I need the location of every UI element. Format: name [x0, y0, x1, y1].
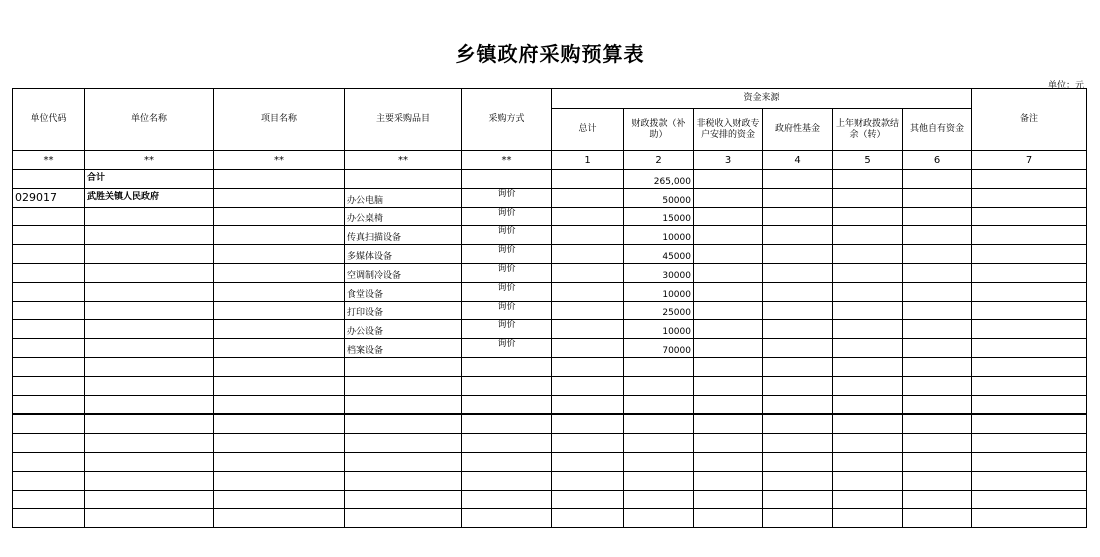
carryover-cell — [833, 339, 903, 358]
unit-code-cell — [13, 471, 85, 490]
other-cell — [903, 188, 972, 207]
unit-name-cell — [85, 434, 214, 453]
gov-fund-cell — [763, 245, 833, 264]
other-cell — [903, 339, 972, 358]
method-cell: 询价 — [462, 282, 552, 301]
carryover-cell — [833, 471, 903, 490]
carryover-cell — [833, 320, 903, 339]
gov-fund-cell — [763, 414, 833, 433]
table-row — [13, 188, 1087, 207]
method-cell — [462, 509, 552, 528]
remark-cell — [972, 471, 1087, 490]
table-row — [13, 282, 1087, 301]
carryover-cell — [833, 188, 903, 207]
item-cell: 档案设备 — [345, 339, 462, 358]
unit-name-cell — [85, 471, 214, 490]
header-other: 其他自有资金 — [903, 109, 972, 151]
unit-name-cell — [85, 490, 214, 509]
non-tax-cell — [694, 376, 763, 395]
total-cell — [552, 170, 624, 189]
index-cell: ** — [85, 151, 214, 170]
unit-code-cell — [13, 509, 85, 528]
carryover-cell — [833, 245, 903, 264]
total-cell — [552, 509, 624, 528]
non-tax-cell — [694, 207, 763, 226]
carryover-cell — [833, 376, 903, 395]
carryover-cell — [833, 452, 903, 471]
carryover-cell — [833, 263, 903, 282]
carryover-cell — [833, 395, 903, 414]
table-row — [13, 339, 1087, 358]
non-tax-cell — [694, 414, 763, 433]
item-cell: 办公电脑 — [345, 188, 462, 207]
unit-name-cell — [85, 509, 214, 528]
index-cell: 5 — [833, 151, 903, 170]
item-cell — [345, 414, 462, 433]
remark-cell — [972, 509, 1087, 528]
header-unit-code: 单位代码 — [13, 89, 85, 151]
item-cell — [345, 395, 462, 414]
item-cell: 多媒体设备 — [345, 245, 462, 264]
unit-code-cell — [13, 320, 85, 339]
index-row — [13, 151, 1087, 170]
fiscal-amount-cell: 10000 — [624, 282, 694, 301]
remark-cell — [972, 245, 1087, 264]
carryover-cell — [833, 282, 903, 301]
non-tax-cell — [694, 357, 763, 376]
remark-cell — [972, 339, 1087, 358]
index-cell: 2 — [624, 151, 694, 170]
unit-name-cell — [85, 414, 214, 433]
other-cell — [903, 490, 972, 509]
non-tax-cell — [694, 245, 763, 264]
total-cell — [552, 395, 624, 414]
fiscal-amount-cell: 265,000 — [624, 170, 694, 189]
method-cell: 询价 — [462, 339, 552, 358]
unit-code-cell — [13, 357, 85, 376]
other-cell — [903, 452, 972, 471]
table-row — [13, 490, 1087, 509]
project-name-cell — [214, 245, 345, 264]
project-name-cell — [214, 452, 345, 471]
project-name-cell — [214, 226, 345, 245]
unit-code-cell — [13, 452, 85, 471]
gov-fund-cell — [763, 471, 833, 490]
total-cell — [552, 320, 624, 339]
total-cell — [552, 490, 624, 509]
header-fund-source: 资金来源 — [552, 89, 972, 109]
non-tax-cell — [694, 282, 763, 301]
non-tax-cell — [694, 170, 763, 189]
header-total: 总计 — [552, 109, 624, 151]
carryover-cell — [833, 226, 903, 245]
total-cell — [552, 434, 624, 453]
unit-code-cell — [13, 263, 85, 282]
item-cell: 办公桌椅 — [345, 207, 462, 226]
remark-cell — [972, 207, 1087, 226]
unit-label: 单位：元 — [1047, 81, 1084, 91]
remark-cell — [972, 320, 1087, 339]
unit-code-cell: 029017 — [13, 188, 85, 207]
non-tax-cell — [694, 509, 763, 528]
table-row — [13, 245, 1087, 264]
non-tax-cell — [694, 226, 763, 245]
fiscal-amount-cell: 50000 — [624, 188, 694, 207]
project-name-cell — [214, 395, 345, 414]
remark-cell — [972, 395, 1087, 414]
total-cell — [552, 188, 624, 207]
unit-code-cell — [13, 395, 85, 414]
unit-name-cell — [85, 207, 214, 226]
project-name-cell — [214, 471, 345, 490]
method-cell — [462, 452, 552, 471]
total-cell — [552, 263, 624, 282]
gov-fund-cell — [763, 339, 833, 358]
non-tax-cell — [694, 263, 763, 282]
remark-cell — [972, 434, 1087, 453]
total-cell — [552, 301, 624, 320]
index-cell: 1 — [552, 151, 624, 170]
fiscal-amount-cell: 25000 — [624, 301, 694, 320]
table-row — [13, 452, 1087, 471]
other-cell — [903, 320, 972, 339]
item-cell — [345, 471, 462, 490]
remark-cell — [972, 282, 1087, 301]
item-cell — [345, 357, 462, 376]
total-cell — [552, 282, 624, 301]
item-cell: 传真扫描设备 — [345, 226, 462, 245]
carryover-cell — [833, 490, 903, 509]
method-cell — [462, 395, 552, 414]
total-cell — [552, 376, 624, 395]
header-carryover: 上年财政拨款结余（转） — [833, 109, 903, 151]
other-cell — [903, 471, 972, 490]
carryover-cell — [833, 509, 903, 528]
unit-name-cell — [85, 376, 214, 395]
project-name-cell — [214, 320, 345, 339]
unit-name-cell — [85, 301, 214, 320]
unit-code-cell — [13, 376, 85, 395]
index-cell: 6 — [903, 151, 972, 170]
method-cell: 询价 — [462, 320, 552, 339]
fiscal-amount-cell — [624, 376, 694, 395]
fiscal-amount-cell — [624, 395, 694, 414]
remark-cell — [972, 301, 1087, 320]
item-cell: 打印设备 — [345, 301, 462, 320]
other-cell — [903, 263, 972, 282]
gov-fund-cell — [763, 434, 833, 453]
project-name-cell — [214, 301, 345, 320]
unit-name-cell — [85, 282, 214, 301]
method-cell: 询价 — [462, 245, 552, 264]
non-tax-cell — [694, 188, 763, 207]
remark-cell — [972, 263, 1087, 282]
project-name-cell — [214, 282, 345, 301]
gov-fund-cell — [763, 509, 833, 528]
unit-code-cell — [13, 339, 85, 358]
total-cell — [552, 245, 624, 264]
other-cell — [903, 509, 972, 528]
project-name-cell — [214, 357, 345, 376]
index-cell: 3 — [694, 151, 763, 170]
fiscal-amount-cell — [624, 434, 694, 453]
remark-cell — [972, 490, 1087, 509]
gov-fund-cell — [763, 376, 833, 395]
non-tax-cell — [694, 301, 763, 320]
project-name-cell — [214, 490, 345, 509]
gov-fund-cell — [763, 170, 833, 189]
total-cell — [552, 357, 624, 376]
remark-cell — [972, 170, 1087, 189]
item-cell: 办公设备 — [345, 320, 462, 339]
non-tax-cell — [694, 320, 763, 339]
index-cell: ** — [462, 151, 552, 170]
carryover-cell — [833, 414, 903, 433]
other-cell — [903, 282, 972, 301]
unit-name-cell — [85, 395, 214, 414]
gov-fund-cell — [763, 320, 833, 339]
method-cell — [462, 490, 552, 509]
header-gov-fund: 政府性基金 — [763, 109, 833, 151]
remark-cell — [972, 414, 1087, 433]
fiscal-amount-cell — [624, 490, 694, 509]
unit-code-cell — [13, 245, 85, 264]
project-name-cell — [214, 207, 345, 226]
fiscal-amount-cell — [624, 414, 694, 433]
gov-fund-cell — [763, 490, 833, 509]
unit-name-cell — [85, 357, 214, 376]
total-cell — [552, 207, 624, 226]
index-cell: ** — [214, 151, 345, 170]
item-cell — [345, 509, 462, 528]
header-method: 采购方式 — [462, 89, 552, 151]
table-row — [13, 434, 1087, 453]
remark-cell — [972, 357, 1087, 376]
method-cell — [462, 376, 552, 395]
method-cell: 询价 — [462, 207, 552, 226]
page-title: 乡镇政府采购预算表 — [455, 42, 645, 66]
non-tax-cell — [694, 339, 763, 358]
non-tax-cell — [694, 434, 763, 453]
fiscal-amount-cell — [624, 471, 694, 490]
other-cell — [903, 207, 972, 226]
header-fiscal: 财政拨款（补助） — [624, 109, 694, 151]
gov-fund-cell — [763, 226, 833, 245]
gov-fund-cell — [763, 357, 833, 376]
fiscal-amount-cell: 70000 — [624, 339, 694, 358]
gov-fund-cell — [763, 207, 833, 226]
carryover-cell — [833, 434, 903, 453]
index-cell: 4 — [763, 151, 833, 170]
total-cell — [552, 226, 624, 245]
gov-fund-cell — [763, 452, 833, 471]
other-cell — [903, 226, 972, 245]
method-cell: 询价 — [462, 301, 552, 320]
fiscal-amount-cell: 10000 — [624, 320, 694, 339]
other-cell — [903, 245, 972, 264]
gov-fund-cell — [763, 395, 833, 414]
fiscal-amount-cell — [624, 509, 694, 528]
carryover-cell — [833, 207, 903, 226]
total-cell — [552, 414, 624, 433]
table-row — [13, 301, 1087, 320]
table-row — [13, 509, 1087, 528]
other-cell — [903, 376, 972, 395]
unit-name-cell — [85, 452, 214, 471]
header-main-item: 主要采购品目 — [345, 89, 462, 151]
method-cell — [462, 471, 552, 490]
project-name-cell — [214, 263, 345, 282]
unit-code-cell — [13, 226, 85, 245]
table-row — [13, 395, 1087, 414]
project-name-cell — [214, 434, 345, 453]
item-cell — [345, 170, 462, 189]
non-tax-cell — [694, 490, 763, 509]
fiscal-amount-cell — [624, 452, 694, 471]
method-cell — [462, 414, 552, 433]
project-name-cell — [214, 376, 345, 395]
gov-fund-cell — [763, 282, 833, 301]
header-non-tax: 非税收入财政专户安排的资金 — [694, 109, 763, 151]
table-row — [13, 207, 1087, 226]
total-cell — [552, 339, 624, 358]
table-row — [13, 226, 1087, 245]
gov-fund-cell — [763, 301, 833, 320]
unit-name-cell — [85, 320, 214, 339]
project-name-cell — [214, 170, 345, 189]
unit-code-cell — [13, 414, 85, 433]
unit-name-cell: 合计 — [85, 170, 214, 189]
unit-code-cell — [13, 170, 85, 189]
item-cell: 空调制冷设备 — [345, 263, 462, 282]
carryover-cell — [833, 357, 903, 376]
item-cell — [345, 452, 462, 471]
table-row — [13, 357, 1087, 376]
gov-fund-cell — [763, 263, 833, 282]
table-row — [13, 471, 1087, 490]
other-cell — [903, 301, 972, 320]
table-row — [13, 263, 1087, 282]
method-cell — [462, 434, 552, 453]
table-row — [13, 414, 1087, 433]
other-cell — [903, 170, 972, 189]
method-cell: 询价 — [462, 188, 552, 207]
table-row — [13, 170, 1087, 189]
carryover-cell — [833, 170, 903, 189]
unit-name-cell — [85, 226, 214, 245]
table-row — [13, 320, 1087, 339]
item-cell — [345, 434, 462, 453]
remark-cell — [972, 452, 1087, 471]
total-cell — [552, 471, 624, 490]
fiscal-amount-cell: 10000 — [624, 226, 694, 245]
method-cell: 询价 — [462, 263, 552, 282]
item-cell: 食堂设备 — [345, 282, 462, 301]
index-cell: ** — [345, 151, 462, 170]
non-tax-cell — [694, 452, 763, 471]
method-cell — [462, 170, 552, 189]
budget-table — [12, 88, 1087, 528]
index-cell: ** — [13, 151, 85, 170]
project-name-cell — [214, 188, 345, 207]
item-cell — [345, 376, 462, 395]
fiscal-amount-cell: 45000 — [624, 245, 694, 264]
method-cell — [462, 357, 552, 376]
carryover-cell — [833, 301, 903, 320]
project-name-cell — [214, 414, 345, 433]
remark-cell — [972, 376, 1087, 395]
non-tax-cell — [694, 395, 763, 414]
unit-code-cell — [13, 490, 85, 509]
project-name-cell — [214, 509, 345, 528]
other-cell — [903, 395, 972, 414]
unit-name-cell: 武胜关镇人民政府 — [85, 188, 214, 207]
fiscal-amount-cell: 15000 — [624, 207, 694, 226]
header-remark: 备注 — [972, 89, 1087, 151]
non-tax-cell — [694, 471, 763, 490]
method-cell: 询价 — [462, 226, 552, 245]
fiscal-amount-cell — [624, 357, 694, 376]
gov-fund-cell — [763, 188, 833, 207]
total-cell — [552, 452, 624, 471]
index-cell: 7 — [972, 151, 1087, 170]
unit-code-cell — [13, 301, 85, 320]
project-name-cell — [214, 339, 345, 358]
unit-code-cell — [13, 434, 85, 453]
table-row — [13, 376, 1087, 395]
unit-code-cell — [13, 282, 85, 301]
unit-name-cell — [85, 245, 214, 264]
remark-cell — [972, 188, 1087, 207]
other-cell — [903, 414, 972, 433]
header-unit-name: 单位名称 — [85, 89, 214, 151]
header-project-name: 项目名称 — [214, 89, 345, 151]
unit-name-cell — [85, 263, 214, 282]
remark-cell — [972, 226, 1087, 245]
unit-code-cell — [13, 207, 85, 226]
item-cell — [345, 490, 462, 509]
unit-name-cell — [85, 339, 214, 358]
other-cell — [903, 357, 972, 376]
fiscal-amount-cell: 30000 — [624, 263, 694, 282]
other-cell — [903, 434, 972, 453]
